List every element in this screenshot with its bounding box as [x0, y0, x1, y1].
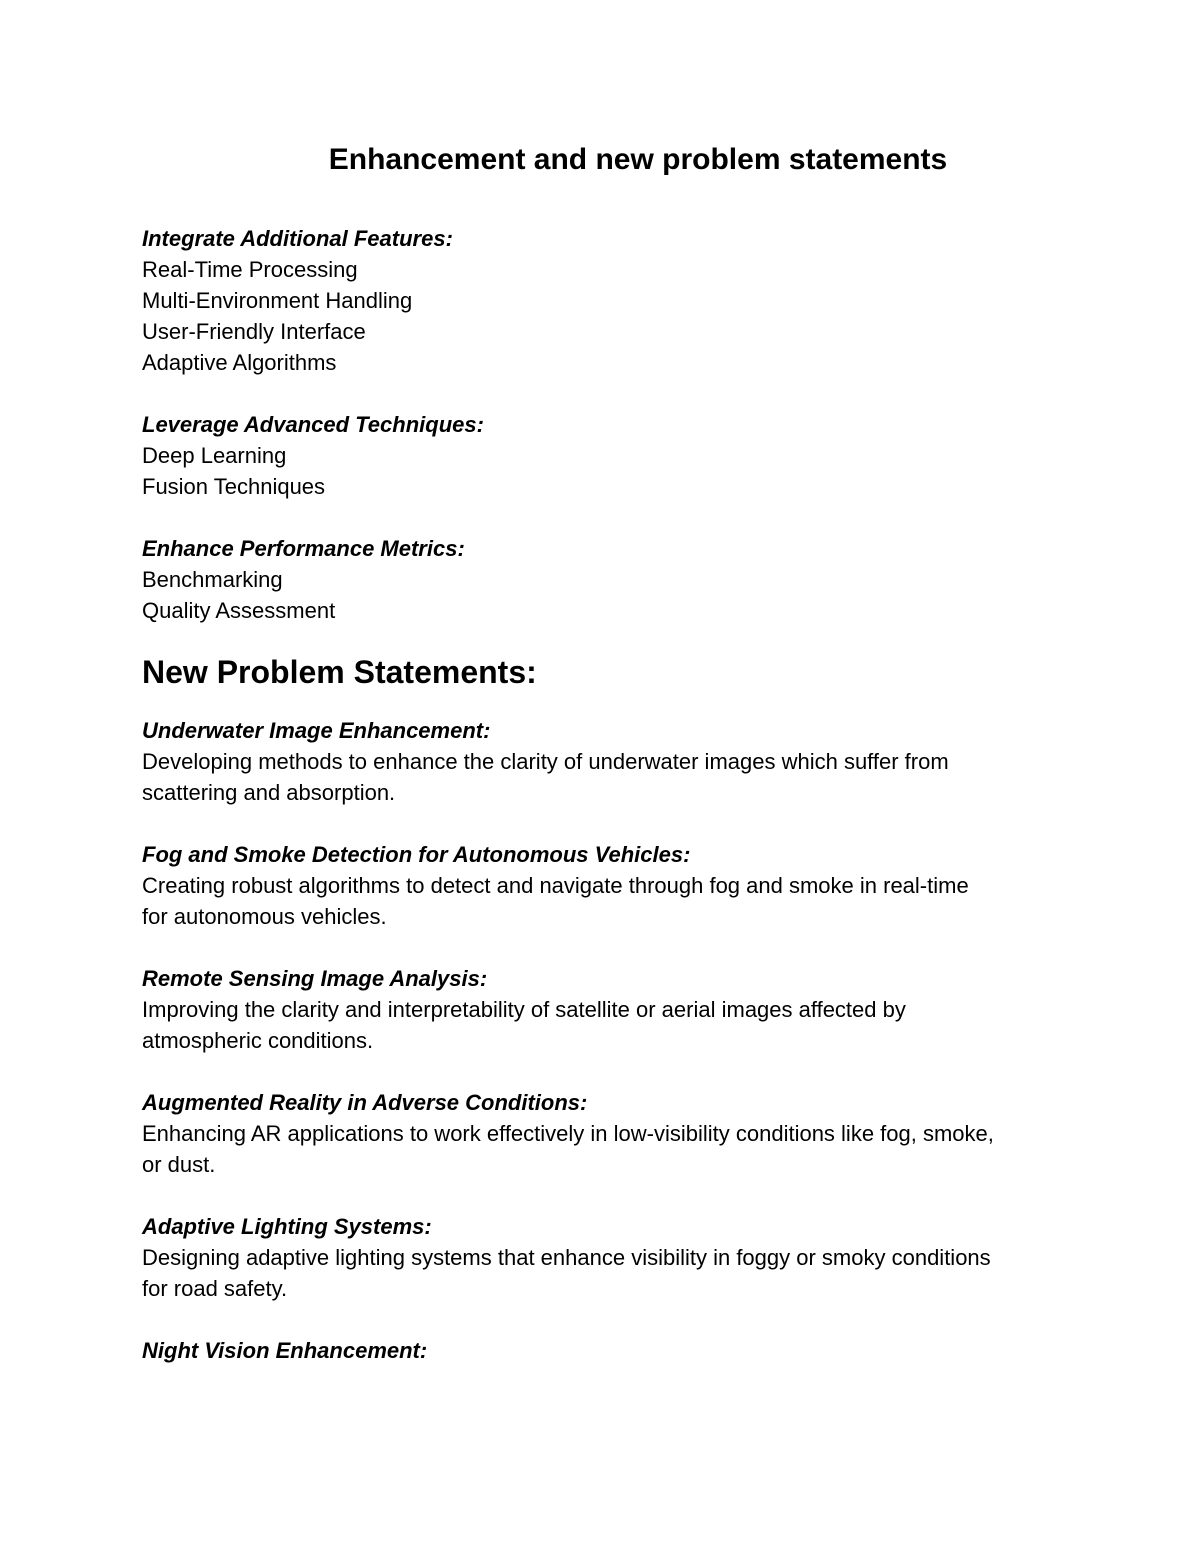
problem-underwater-image-enhancement	[142, 715, 1072, 808]
problem-fog-smoke-detection	[142, 839, 1072, 932]
problem-heading: Adaptive Lighting Systems:	[142, 1214, 432, 1239]
section-leverage-advanced-techniques	[142, 409, 1072, 502]
list-item: Multi-Environment Handling	[142, 288, 413, 313]
problem-text: Enhancing AR applications to work effectively in low-visibility conditions like fog, smoke,	[142, 1121, 994, 1146]
list-item: Real-Time Processing	[142, 257, 358, 282]
section-enhance-performance-metrics	[142, 533, 1072, 626]
document-body	[142, 223, 1072, 1366]
document-title: Enhancement and new problem statements	[328, 143, 948, 176]
problems-heading: New Problem Statements:	[142, 654, 537, 690]
problem-text: Developing methods to enhance the clarity of underwater images which suffer from	[142, 749, 949, 774]
problem-heading: Remote Sensing Image Analysis:	[142, 966, 488, 991]
problem-augmented-reality	[142, 1087, 1072, 1180]
problem-heading: Augmented Reality in Adverse Conditions:	[142, 1090, 588, 1115]
list-item: Benchmarking	[142, 567, 283, 592]
section-heading: Leverage Advanced Techniques:	[142, 412, 484, 437]
problem-night-vision-enhancement	[142, 1335, 1072, 1366]
list-item: Quality Assessment	[142, 598, 336, 623]
section-heading: Enhance Performance Metrics:	[142, 536, 465, 561]
problem-heading: Fog and Smoke Detection for Autonomous Vehicles:	[142, 842, 691, 867]
problem-text: Designing adaptive lighting systems that enhance visibility in foggy or smoky conditions	[142, 1245, 991, 1270]
problem-text: Creating robust algorithms to detect and navigate through fog and smoke in real-time	[142, 873, 969, 898]
problem-text: or dust.	[142, 1152, 216, 1177]
problem-text: Improving the clarity and interpretability of satellite or aerial images affected by	[142, 997, 906, 1022]
problem-text: atmospheric conditions.	[142, 1028, 374, 1053]
list-item: Deep Learning	[142, 443, 287, 468]
list-item: Adaptive Algorithms	[142, 350, 337, 375]
problem-heading: Night Vision Enhancement:	[142, 1338, 428, 1363]
problem-adaptive-lighting-systems	[142, 1211, 1072, 1304]
problem-text: for autonomous vehicles.	[142, 904, 387, 929]
problem-heading: Underwater Image Enhancement:	[142, 718, 491, 743]
section-heading: Integrate Additional Features:	[142, 226, 453, 251]
problem-text: for road safety.	[142, 1276, 288, 1301]
list-item: Fusion Techniques	[142, 474, 326, 499]
problem-text: scattering and absorption.	[142, 780, 396, 805]
problem-remote-sensing-image-analysis	[142, 963, 1072, 1056]
section-integrate-additional-features	[142, 223, 1072, 378]
list-item: User-Friendly Interface	[142, 319, 366, 344]
